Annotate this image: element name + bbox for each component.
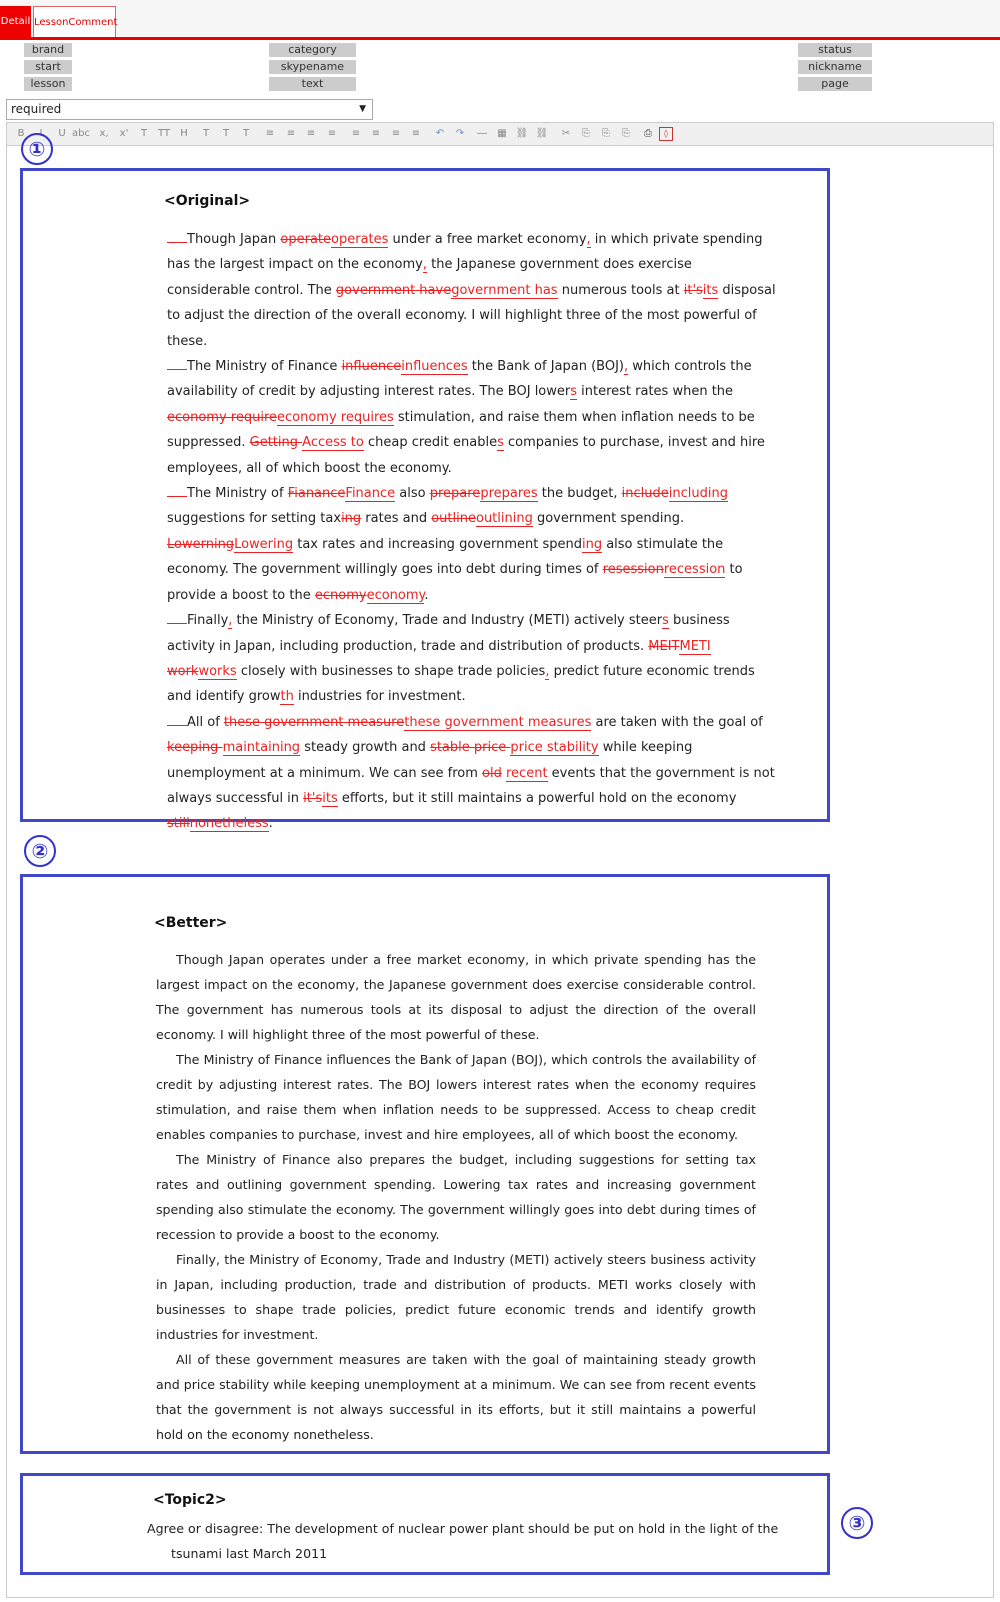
text-color-icon[interactable]: T [202,128,210,139]
better-paragraph-5: All of these government measures are taken with the goal of maintaining steady growth and price stability while keeping unemployment at a minimum. We can see from recent events that the government is not always successful in its efforts, but it still maintains a powerful hold on the economy nonetheless. [156,1352,756,1442]
field-category[interactable]: category [269,43,356,57]
original-paragraph-4: Finally, the Ministry of Economy, Trade and Industry (METI) actively steers business activity in Japan, including production, trade and distribution of products. MEITMETI workworks closely with businesses to shape trade policies, predict future economic trends and identify growth industries for investment. [167,613,755,705]
rich-text-editor[interactable] [6,122,994,1598]
table-icon[interactable]: ▦ [497,128,507,139]
field-lesson[interactable]: lesson [24,77,72,91]
topic-line-1: Agree or disagree: The development of nuclear power plant should be put on hold in the light of the [147,1521,779,1536]
chevron-down-icon: ▼ [359,104,366,114]
indent-icon[interactable]: ≡ [327,128,337,139]
field-nickname[interactable]: nickname [798,60,872,74]
tab-lesson-comment[interactable]: LessonComment [33,6,116,38]
original-text [167,227,777,837]
editor-toolbar [7,123,993,146]
italic-icon[interactable]: I [39,128,43,139]
marker-two: ② [24,835,56,867]
original-paragraph-5: All of these government measurethese government measures are taken with the goal of keeping maintaining steady growth and stable price price stability while keeping unemployment at a minimum. We can see from old recent events that the government is not always successful in it'sits efforts, but it still maintains a powerful hold on the economy stillnonetheless. [167,714,775,832]
topic-box [20,1473,830,1575]
better-paragraph-2: The Ministry of Finance influences the Bank of Japan (BOJ), which controls the availability of credit by adjusting interest rates. The BOJ lowers interest rates when the economy requires stimulation, and raise them when inflation needs to be suppressed. Access to cheap credit enables companies to purchase, invest and hire employees, all of which boost the economy. [156,1052,756,1142]
subscript-icon[interactable]: x, [99,128,109,139]
status-select-value: required [11,102,62,116]
superscript-icon[interactable]: x' [119,128,129,139]
field-start[interactable]: start [24,60,72,74]
bulleted-list-icon[interactable]: ≡ [265,128,275,139]
horizontal-rule-icon[interactable]: ― [477,128,487,139]
font-icon[interactable]: T [140,128,148,139]
clear-format-icon[interactable]: T [242,128,250,139]
undo-icon[interactable]: ↶ [435,128,445,139]
heading-icon[interactable]: H [180,128,188,139]
field-text[interactable]: text [269,77,356,91]
align-justify-icon[interactable]: ≡ [411,128,421,139]
source-icon[interactable]: ◊ [659,127,673,141]
align-left-icon[interactable]: ≡ [351,128,361,139]
better-paragraph-4: Finally, the Ministry of Economy, Trade and Industry (METI) actively steers business activity in Japan, including production, trade and distribution of products. METI works closely with businesses to shape trade policies, predict future economic trends and identify growth industries for investment. [156,1252,756,1342]
tab-underline [0,37,1000,40]
better-box [20,874,830,1454]
original-heading: <Original> [164,193,251,209]
original-paragraph-1: Though Japan operateoperates under a free market economy, in which private spending has the largest impact on the economy, the Japanese government does exercise considerable control. The government havegovernment has numerous tools at it'sits disposal to adjust the direction of the overall economy. I will highlight three of the most powerful of these. [167,232,776,349]
copy-icon[interactable]: ⎘ [582,128,590,139]
field-page[interactable]: page [798,77,872,91]
original-box [20,168,830,832]
numbered-list-icon[interactable]: ≡ [286,128,296,139]
status-select[interactable] [6,99,373,120]
topic-question [147,1516,787,1566]
strikethrough-icon[interactable]: abc [72,128,90,139]
unlink-icon[interactable]: ⛓ [535,128,549,139]
better-paragraph-3: The Ministry of Finance also prepares the budget, including suggestions for setting tax rates and outlining government spending. Lowering tax rates and increasing government spending also stimulate the economy. The government willingly goes into debt during times of recession to provide a boost to the economy. [156,1152,756,1242]
tab-detail[interactable]: Detail [0,6,31,38]
font-size-icon[interactable]: TT [157,128,171,139]
better-text [156,947,756,1447]
original-paragraph-2: The Ministry of Finance influenceinfluences the Bank of Japan (BOJ), which controls the availability of credit by adjusting interest rates. The BOJ lowers interest rates when the economy requireeconomy requires stimulation, and raise them when inflation needs to be suppressed. Getting Access to cheap credit enables companies to purchase, invest and hire employees, all of which boost the economy. [167,359,765,476]
underline-icon[interactable]: U [58,128,66,139]
original-paragraph-3: The Ministry of FiananceFinance also prepareprepares the budget, includeincluding suggestions for setting taxing rates and outlineoutlining government spending. LowerningLowering tax rates and increasing government spending also stimulate the economy. The government willingly goes into debt during times of resessionrecession to provide a boost to the ecnomyeconomy. [167,486,743,603]
better-heading: <Better> [154,915,228,931]
link-icon[interactable]: ⛓ [515,128,529,139]
marker-three: ③ [841,1507,873,1539]
topic-heading: <Topic2> [153,1492,227,1508]
field-brand[interactable]: brand [24,43,72,57]
paste-text-icon[interactable]: ⎘ [622,128,630,139]
paste-icon[interactable]: ⎘ [602,128,610,139]
better-paragraph-1: Though Japan operates under a free market economy, in which private spending has the largest impact on the economy, the Japanese government does exercise considerable control. The government has numerous tools at its disposal to adjust the direction of the overall economy. I will highlight three of the most powerful of these. [156,952,756,1042]
background-color-icon[interactable]: T [222,128,230,139]
field-status[interactable]: status [798,43,872,57]
field-skypename[interactable]: skypename [269,60,356,74]
topic-line-2: tsunami last March 2011 [171,1546,328,1561]
bold-icon[interactable]: B [17,128,25,139]
marker-one: ① [21,133,53,165]
print-icon[interactable]: ⎙ [644,128,652,139]
tab-bar [0,0,1000,40]
align-center-icon[interactable]: ≡ [371,128,381,139]
cut-icon[interactable]: ✂ [561,128,571,139]
redo-icon[interactable]: ↷ [455,128,465,139]
outdent-icon[interactable]: ≡ [306,128,316,139]
align-right-icon[interactable]: ≡ [391,128,401,139]
